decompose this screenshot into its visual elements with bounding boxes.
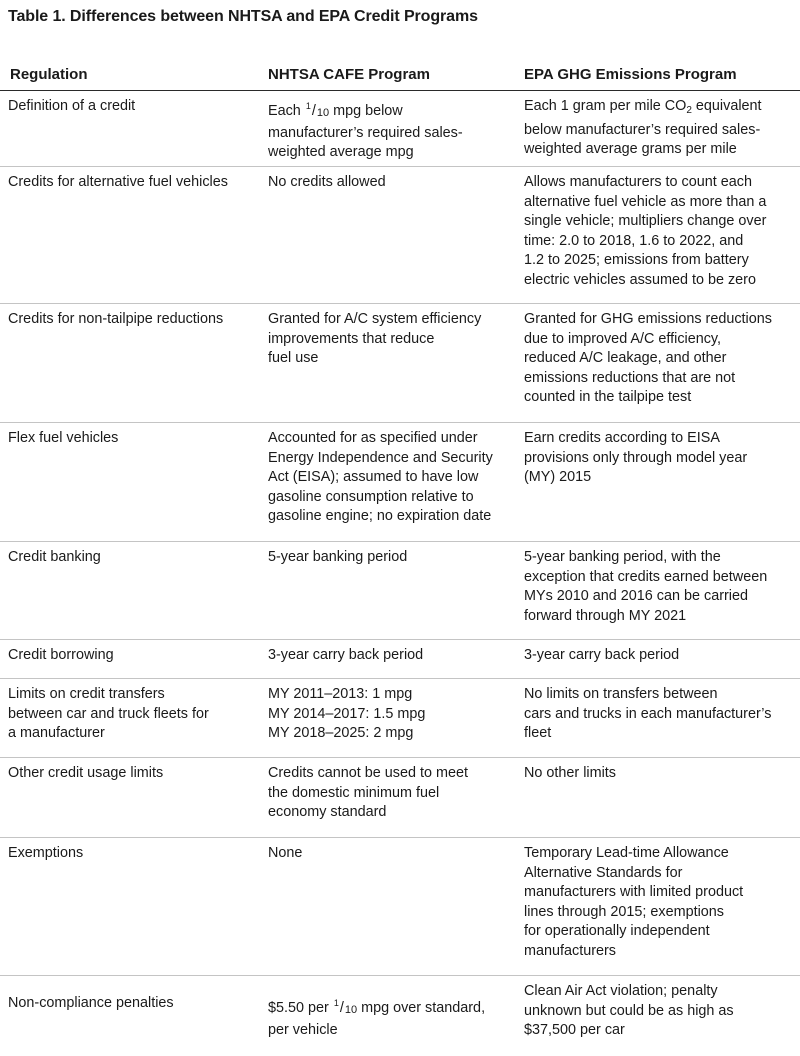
table-header-row <box>0 54 800 91</box>
epa-cell <box>524 982 794 1041</box>
nhtsa-cell <box>268 310 514 369</box>
cell-line: due to improved A/C efficiency, <box>524 330 722 347</box>
fraction-one-tenth <box>305 103 329 119</box>
fraction-slash: / <box>339 1000 344 1016</box>
table-row <box>0 423 800 542</box>
cell-line: Granted for A/C system efficiency <box>268 311 482 327</box>
cell-line: economy standard <box>268 804 387 821</box>
fraction-denominator: 10 <box>316 107 330 119</box>
cell-line: weighted average grams per mile <box>524 141 737 158</box>
cell-line: improvements that reduce <box>268 330 435 347</box>
epa-cell <box>524 646 794 666</box>
epa-cell <box>524 844 794 962</box>
epa-cell <box>524 97 794 160</box>
cell-line: between car and truck fleets for <box>8 705 209 722</box>
column-header-epa: EPA GHG Emissions Program <box>524 66 737 83</box>
cell-line: Alternative Standards for <box>524 864 683 881</box>
credit-programs-table <box>0 54 800 1054</box>
cell-line: Act (EISA); assumed to have low <box>268 469 479 486</box>
cell-line: emissions reductions that are not <box>524 369 736 386</box>
cell-line: No credits allowed <box>268 174 386 190</box>
cell-line: exception that credits earned between <box>524 568 768 585</box>
cell-line: the domestic minimum fuel <box>268 784 440 801</box>
nhtsa-cell <box>268 764 514 823</box>
cell-text: $5.50 per <box>268 1000 333 1016</box>
nhtsa-cell <box>268 994 514 1040</box>
cell-text: mpg below <box>333 103 403 119</box>
cell-line: Credit banking <box>8 549 101 565</box>
cell-line <box>268 97 514 124</box>
cell-line: 5-year banking period <box>268 549 408 565</box>
table-row <box>0 838 800 976</box>
cell-line: per vehicle <box>268 1021 338 1038</box>
cell-line: below manufacturer’s required sales- <box>524 121 761 138</box>
cell-line: Earn credits according to EISA <box>524 430 720 446</box>
table-row <box>0 542 800 640</box>
co2-subscript: 2 <box>686 105 692 116</box>
cell-line: forward through MY 2021 <box>524 607 687 624</box>
regulation-cell <box>8 844 258 864</box>
regulation-cell <box>8 685 258 744</box>
cell-line: No other limits <box>524 765 616 781</box>
table-row <box>0 304 800 423</box>
cell-line: provisions only through model year <box>524 449 748 466</box>
fraction-denominator: 10 <box>344 1004 358 1016</box>
cell-line: None <box>268 845 303 861</box>
cell-line: single vehicle; multipliers change over <box>524 213 767 230</box>
cell-line: Clean Air Act violation; penalty <box>524 983 718 999</box>
epa-cell <box>524 548 794 626</box>
cell-line: Credits for non-tailpipe reductions <box>8 311 224 327</box>
cell-line: lines through 2015; exemptions <box>524 903 725 920</box>
regulation-cell <box>8 97 258 117</box>
table-row <box>0 167 800 304</box>
table-row <box>0 640 800 679</box>
regulation-cell <box>8 310 258 330</box>
fraction-numerator: 1 <box>333 998 339 1008</box>
column-header-regulation: Regulation <box>10 66 88 83</box>
cell-line: Credits for alternative fuel vehicles <box>8 174 228 190</box>
cell-line: Credits cannot be used to meet <box>268 765 468 781</box>
cell-line: Non-compliance penalties <box>8 995 174 1011</box>
cell-line: Credit borrowing <box>8 647 114 663</box>
epa-cell <box>524 173 794 291</box>
cell-line: (MY) 2015 <box>524 469 592 486</box>
cell-text: equivalent <box>691 98 762 114</box>
cell-line: reduced A/C leakage, and other <box>524 350 727 367</box>
cell-line: gasoline consumption relative to <box>268 488 474 505</box>
cell-line: for operationally independent <box>524 923 710 940</box>
regulation-cell <box>8 173 258 193</box>
table-caption: Table 1. Differences between NHTSA and EPA Credit Programs <box>8 8 478 25</box>
cell-line: manufacturers with limited product <box>524 884 744 901</box>
cell-line: manufacturers <box>524 942 616 959</box>
cell-line: weighted average mpg <box>268 144 414 161</box>
cell-line: counted in the tailpipe test <box>524 389 692 406</box>
cell-text: mpg over standard, <box>357 1000 486 1016</box>
epa-cell <box>524 685 794 744</box>
regulation-cell <box>8 646 258 666</box>
column-header-nhtsa: NHTSA CAFE Program <box>268 66 430 83</box>
cell-line: fleet <box>524 725 552 742</box>
cell-line: $37,500 per car <box>524 1022 625 1039</box>
nhtsa-cell <box>268 646 514 666</box>
cell-line: a manufacturer <box>8 725 105 742</box>
cell-line: Definition of a credit <box>8 98 136 114</box>
cell-text: Each 1 gram per mile <box>524 98 665 114</box>
cell-line <box>524 97 794 121</box>
cell-line: Accounted for as specified under <box>268 430 478 446</box>
cell-line <box>268 994 514 1021</box>
table-row <box>0 976 800 1054</box>
cell-line: Energy Independence and Security <box>268 449 493 466</box>
cell-line: MY 2018–2025: 2 mpg <box>268 725 414 742</box>
cell-line: Allows manufacturers to count each <box>524 174 752 190</box>
regulation-cell <box>8 994 258 1014</box>
epa-cell <box>524 429 794 488</box>
fraction-numerator: 1 <box>305 101 311 111</box>
nhtsa-cell <box>268 685 514 744</box>
regulation-cell <box>8 429 258 449</box>
cell-line: alternative fuel vehicle as more than a <box>524 193 767 210</box>
cell-line: Temporary Lead-time Allowance <box>524 845 729 861</box>
regulation-cell <box>8 548 258 568</box>
cell-line: electric vehicles assumed to be zero <box>524 271 756 288</box>
nhtsa-cell <box>268 844 514 864</box>
co2-formula <box>665 98 692 114</box>
epa-cell <box>524 310 794 408</box>
regulation-cell <box>8 764 258 784</box>
nhtsa-cell <box>268 97 514 163</box>
cell-line: fuel use <box>268 350 319 367</box>
cell-line: 5-year banking period, with the <box>524 549 721 565</box>
cell-line: 3-year carry back period <box>268 647 424 663</box>
fraction-slash: / <box>311 103 316 119</box>
nhtsa-cell <box>268 173 514 193</box>
nhtsa-cell <box>268 429 514 527</box>
table-row <box>0 758 800 838</box>
cell-line: 1.2 to 2025; emissions from battery <box>524 252 749 269</box>
cell-line: Granted for GHG emissions reductions <box>524 311 772 327</box>
cell-line: cars and trucks in each manufacturer’s <box>524 705 772 722</box>
cell-line: Limits on credit transfers <box>8 686 165 702</box>
cell-line: manufacturer’s required sales- <box>268 124 463 141</box>
cell-line: MY 2014–2017: 1.5 mpg <box>268 705 426 722</box>
cell-line: Exemptions <box>8 845 84 861</box>
fraction-one-tenth <box>333 1000 357 1016</box>
co2-base: CO <box>664 98 687 114</box>
cell-line: Flex fuel vehicles <box>8 430 119 446</box>
table-row <box>0 91 800 167</box>
cell-line: 3-year carry back period <box>524 647 680 663</box>
cell-line: unknown but could be as high as <box>524 1002 734 1019</box>
cell-text: Each <box>268 103 305 119</box>
epa-cell <box>524 764 794 784</box>
cell-line: MYs 2010 and 2016 can be carried <box>524 588 749 605</box>
cell-line: No limits on transfers between <box>524 686 718 702</box>
cell-line: MY 2011–2013: 1 mpg <box>268 686 413 702</box>
cell-line: gasoline engine; no expiration date <box>268 508 492 525</box>
table-row <box>0 679 800 758</box>
nhtsa-cell <box>268 548 514 568</box>
cell-line: time: 2.0 to 2018, 1.6 to 2022, and <box>524 232 744 249</box>
cell-line: Other credit usage limits <box>8 765 164 781</box>
